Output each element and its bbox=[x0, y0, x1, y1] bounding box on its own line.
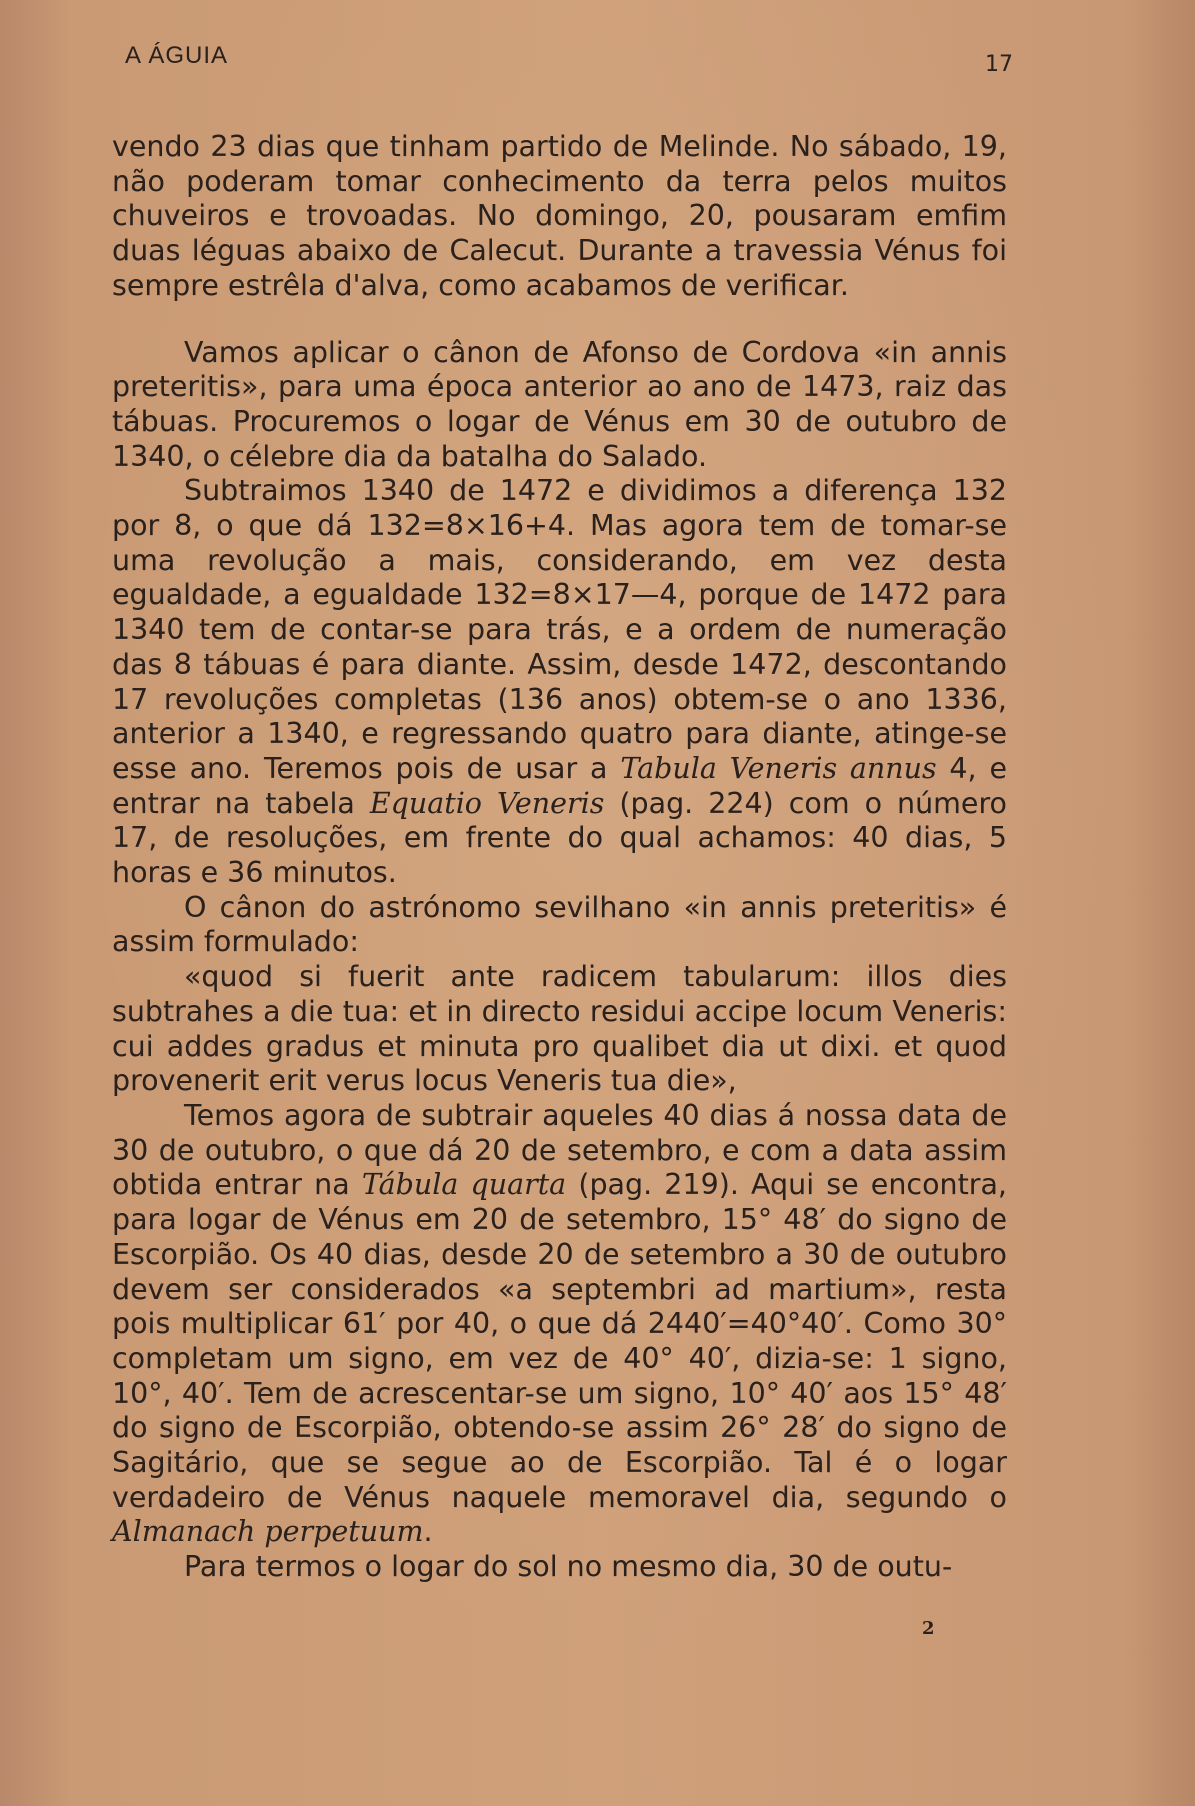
italic-title: Tabula Veneris annus bbox=[620, 751, 937, 785]
body-text bbox=[112, 130, 1007, 1585]
paragraph: O cânon do astrónomo sevilhano «in annis preteritis» é assim formulado: bbox=[112, 890, 1007, 959]
italic-title: Equatio Veneris bbox=[369, 786, 605, 820]
paragraph: Subtraimos 1340 de 1472 e dividimos a diferença 132 por 8, o que dá 132=8×16+4. Mas agora tem de tomar-se uma revolução a mais, considerando, em vez desta egualdade, a egualdade 132=8×17—4, porque de 1472 para 1340 tem de contar-se para trás, e a ordem de numeração das 8 tábuas é para diante. Assim, desde 1472, descontando 17 revoluções completas (136 anos) obtem-se o ano 1336, anterior a 1340, e regressando quatro para diante, atinge-se esse ano. Teremos pois de usar a Tabula Veneris annus 4, e entrar na tabela Equatio Veneris (pag. 224) com o número 17, de resoluções, em frente do qual achamos: 40 dias, 5 horas e 36 minutos. bbox=[112, 474, 1007, 890]
italic-title: Tábula quarta bbox=[361, 1168, 567, 1202]
paragraph: Vamos aplicar o cânon de Afonso de Cordova «in annis preteritis», para uma época anterior ao ano de 1473, raiz das tábuas. Procuremos o logar de Vénus em 30 de outubro de 1340, o célebre dia da batalha do Salado. bbox=[112, 335, 1007, 473]
paragraph: Temos agora de subtrair aqueles 40 dias á nossa data de 30 de outubro, o que dá 20 de setembro, e com a data assim obtida entrar na Tábula quarta (pag. 219). Aqui se encontra, para logar de Vénus em 20 de setembro, 15° 48′ do signo de Escorpião. Os 40 dias, desde 20 de setembro a 30 de outubro devem ser considerados «a septembri ad martium», resta pois multiplicar 61′ por 40, o que dá 2440′=40°40′. Como 30° completam um signo, em vez de 40° 40′, dizia-se: 1 signo, 10°, 40′. Tem de acrescentar-se um signo, 10° 40′ aos 15° 48′ do signo de Escorpião, obtendo-se assim 26° 28′ do signo de Sagitário, que se segue ao de Escorpião. Tal é o logar verdadeiro de Vénus naquele memoravel dia, segundo o Almanach perpetuum. bbox=[112, 1098, 1007, 1549]
signature-mark: 2 bbox=[922, 1618, 935, 1639]
paragraph: vendo 23 dias que tinham partido de Melinde. No sábado, 19, não poderam tomar conhecimento da terra pelos muitos chuveiros e trovoadas. No domingo, 20, pousaram emfim duas léguas abaixo de Calecut. Durante a travessia Vénus foi sempre estrêla d'alva, como acabamos de verificar. bbox=[112, 130, 1007, 302]
italic-title: Almanach perpetuum bbox=[112, 1515, 424, 1549]
paragraph: Para termos o logar do sol no mesmo dia, 30 de outu- bbox=[184, 1550, 953, 1584]
running-head: A ÁGUIA bbox=[125, 42, 229, 69]
latin-quotation: «quod si fuerit ante radicem tabularum: illos dies subtrahes a die tua: et in directo residui accipe locum Veneris: cui addes gradus et minuta pro qualibet dia ut dixi. et quod provenerit erit verus locus Veneris tua die», bbox=[112, 960, 1007, 1098]
page-number: 17 bbox=[985, 52, 1013, 77]
